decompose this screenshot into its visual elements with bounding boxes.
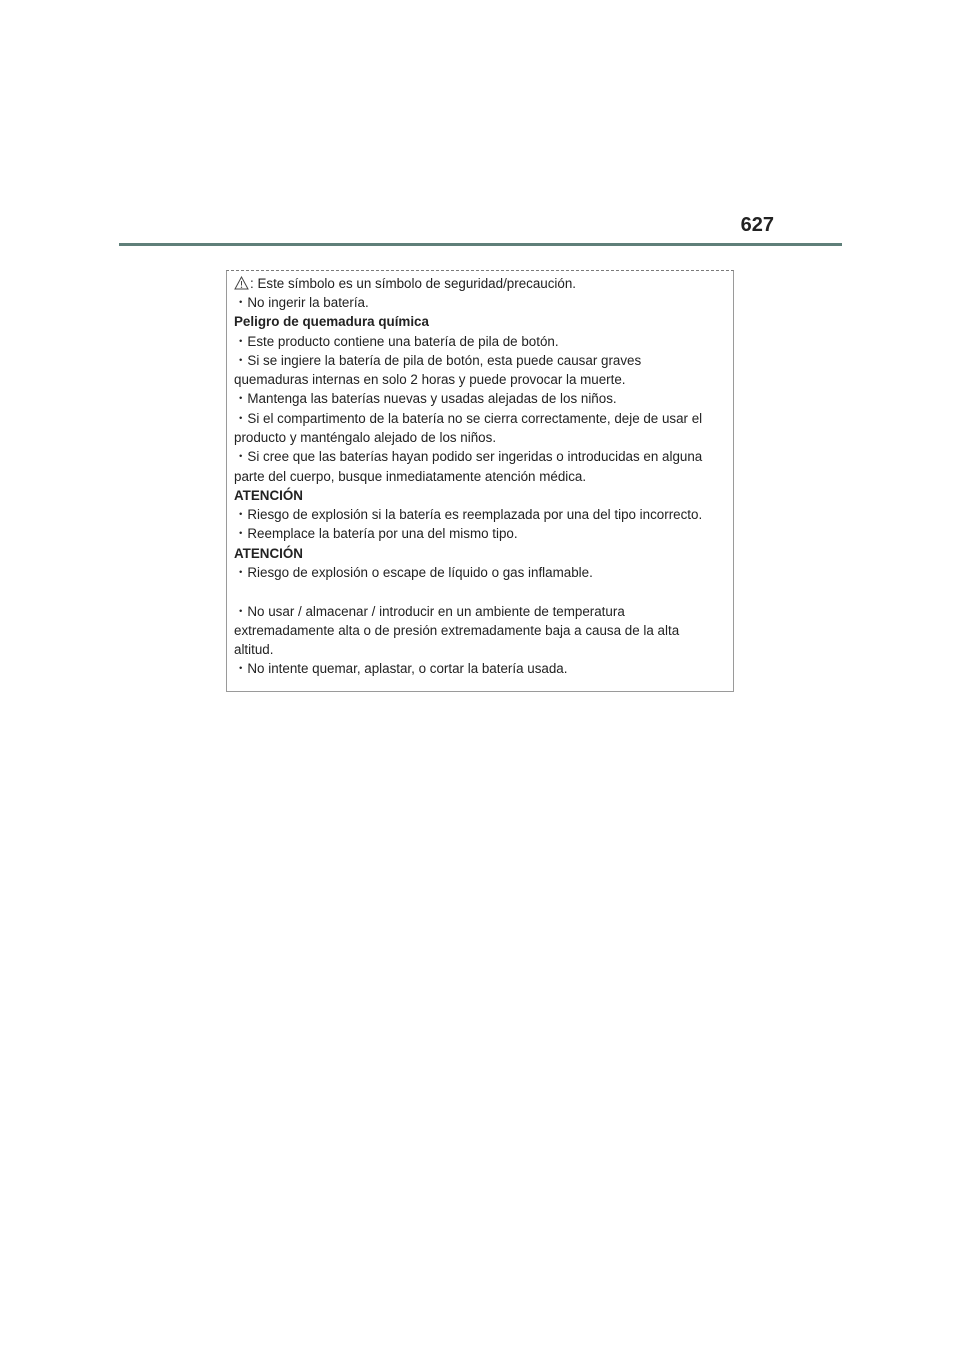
notice-line: ・Este producto contiene una batería de pila de botón. [234, 334, 559, 349]
notice-line: ・Si cree que las baterías hayan podido ser ingeridas o introducidas en alguna [234, 449, 703, 464]
notice-line: ・Riesgo de explosión o escape de líquido o gas inflamable. [234, 565, 593, 580]
notice-line: quemaduras internas en solo 2 horas y puede provocar la muerte. [234, 372, 626, 387]
section-heading: ATENCIÓN [234, 546, 303, 561]
section-heading: Peligro de quemadura química [234, 314, 429, 329]
notice-line: ・Si se ingiere la batería de pila de botón, esta puede causar graves [234, 353, 642, 368]
notice-line: ・No intente quemar, aplastar, o cortar la batería usada. [234, 661, 568, 676]
page-number: 627 [740, 214, 774, 236]
notice-line: altitud. [234, 642, 274, 657]
symbol-line [234, 274, 576, 295]
header-rule [119, 243, 842, 246]
notice-line: ・Riesgo de explosión si la batería es reemplazada por una del tipo incorrecto. [234, 507, 703, 522]
notice-line: ・Mantenga las baterías nuevas y usadas alejadas de los niños. [234, 391, 617, 406]
notice-line: extremadamente alta o de presión extremadamente baja a causa de la alta [234, 623, 680, 638]
notice-line: parte del cuerpo, busque inmediatamente atención médica. [234, 469, 587, 484]
notice-line: ・No ingerir la batería. [234, 295, 369, 310]
notice-line: ・No usar / almacenar / introducir en un ambiente de temperatura [234, 604, 625, 619]
notice-line: ・Si el compartimento de la batería no se cierra correctamente, deje de usar el [234, 411, 703, 426]
notice-line: ・Reemplace la batería por una del mismo tipo. [234, 526, 518, 541]
notice-line: producto y manténgalo alejado de los niños. [234, 430, 497, 445]
section-heading: ATENCIÓN [234, 488, 303, 503]
symbol-line-text: : Este símbolo es un símbolo de seguridad/precaución. [250, 276, 577, 291]
